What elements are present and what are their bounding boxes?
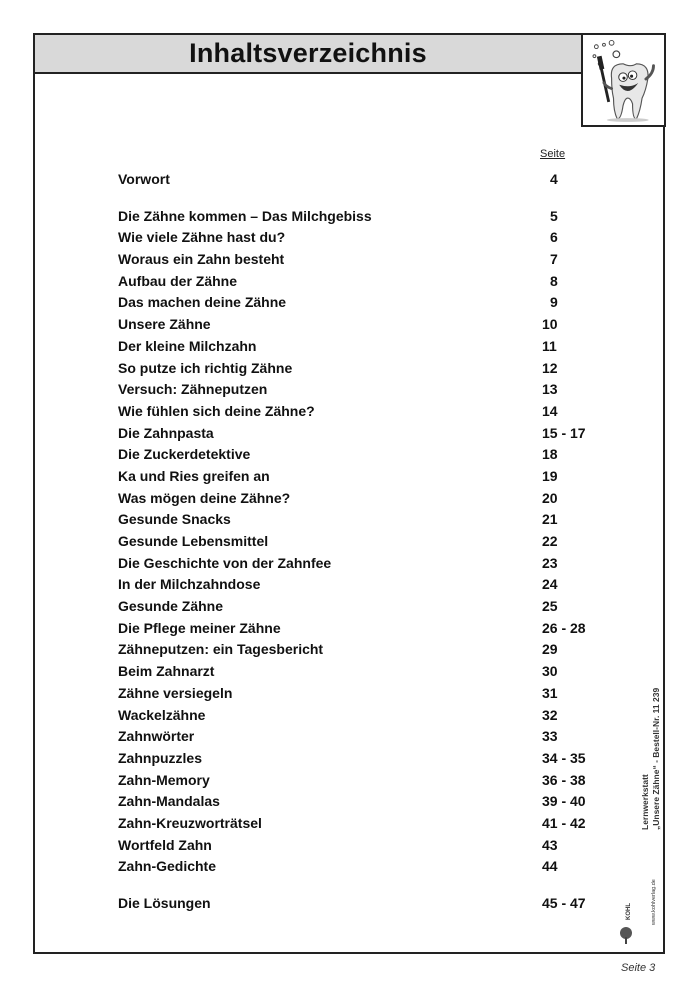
toc-entry bbox=[118, 770, 598, 792]
toc-entry bbox=[118, 748, 598, 770]
toc-entry-title: Was mögen deine Zähne? bbox=[118, 489, 291, 506]
toc-entry-title: Das machen deine Zähne bbox=[118, 294, 287, 311]
toc-entry-title: Zahnpuzzles bbox=[118, 749, 203, 766]
toc-entry-page: 4 bbox=[550, 171, 558, 187]
toc-entry-page: 30 bbox=[542, 663, 558, 680]
toc-entry-title: Beim Zahnarzt bbox=[118, 663, 215, 680]
toc-entry-title: Die Geschichte von der Zahnfee bbox=[118, 554, 332, 571]
toc-entry-title: Die Pflege meiner Zähne bbox=[118, 619, 281, 636]
toc-entry-title: Zahn-Kreuzworträtsel bbox=[118, 814, 262, 831]
toc-entry-title: Wackelzähne bbox=[118, 706, 206, 723]
toc-entry-page: 7 bbox=[550, 251, 558, 268]
toc-entry bbox=[118, 314, 598, 336]
toc-entry bbox=[118, 574, 598, 596]
page-title: Inhaltsverzeichnis bbox=[189, 38, 427, 68]
toc-entry bbox=[118, 206, 598, 228]
toc-entry-title: Wie viele Zähne hast du? bbox=[118, 229, 286, 246]
toc-entry-page: 44 bbox=[542, 858, 558, 875]
toc-entry bbox=[118, 618, 598, 640]
toc-entry-page: 19 bbox=[542, 467, 558, 484]
toc-entry-title: Aufbau der Zähne bbox=[118, 272, 238, 289]
toc-entry-title: Die Zuckerdetektive bbox=[118, 446, 251, 463]
toc-entry-title: Unsere Zähne bbox=[118, 316, 211, 333]
tooth-illustration bbox=[581, 33, 666, 127]
toc-entry-title: Gesunde Lebensmittel bbox=[118, 533, 269, 549]
toc-entry-title: Zahn-Memory bbox=[118, 771, 210, 788]
toc-entry-title: So putze ich richtig Zähne bbox=[118, 359, 293, 376]
toc-entry-title: Woraus ein Zahn besteht bbox=[118, 251, 285, 268]
toc-entry bbox=[118, 292, 598, 314]
toc-entry bbox=[118, 893, 598, 915]
publisher-website: www.kohlverlag.de bbox=[651, 879, 657, 925]
toc-entry-page: 18 bbox=[542, 446, 558, 463]
toc-entry bbox=[118, 835, 598, 857]
toc-entry-title: Wie fühlen sich deine Zähne? bbox=[118, 402, 315, 419]
toc-entry bbox=[118, 661, 598, 683]
toc-entry-page: 8 bbox=[550, 272, 558, 289]
toc-entry bbox=[118, 856, 598, 878]
toc-entry bbox=[118, 683, 598, 705]
toc-entry-title: Die Zähne kommen – Das Milchgebiss bbox=[118, 207, 372, 224]
toc-entry-page: 14 bbox=[542, 402, 558, 419]
toc-entry-page: 32 bbox=[542, 706, 558, 723]
toc-entry bbox=[118, 726, 598, 748]
toc-entry-title: Der kleine Milchzahn bbox=[118, 337, 257, 354]
toc-entry bbox=[118, 705, 598, 727]
toc-entry bbox=[118, 466, 598, 488]
toc-entry-page: 25 bbox=[542, 598, 558, 615]
tooth-with-toothbrush-icon bbox=[583, 35, 664, 125]
toc-entry bbox=[118, 379, 598, 401]
toc-entry-page: 9 bbox=[550, 294, 558, 311]
toc-entry-title: Die Lösungen bbox=[118, 895, 211, 911]
toc-entry-page: 39 - 40 bbox=[542, 793, 586, 810]
toc-entry-page: 33 bbox=[542, 728, 558, 745]
toc-entry-title: Zähne versiegeln bbox=[118, 684, 233, 701]
sidebar-line2: „Unsere Zähne“ - Bestell-Nr. 11 239 bbox=[651, 687, 661, 830]
toc-entry bbox=[118, 423, 598, 445]
tree-logo-icon bbox=[618, 925, 634, 945]
table-of-contents bbox=[118, 169, 598, 915]
page-column-header: Seite bbox=[540, 148, 566, 160]
toc-entry-page: 12 bbox=[542, 359, 558, 376]
toc-entry-page: 29 bbox=[542, 641, 558, 658]
toc-entry-title: Wortfeld Zahn bbox=[118, 836, 212, 853]
toc-entry bbox=[118, 488, 598, 510]
toc-entry bbox=[118, 169, 598, 191]
toc-entry bbox=[118, 336, 598, 358]
toc-entry-page: 15 - 17 bbox=[542, 424, 586, 441]
toc-entry-page: 13 bbox=[542, 381, 558, 398]
toc-entry-page: 11 bbox=[542, 337, 557, 354]
toc-entry bbox=[118, 444, 598, 466]
title-band bbox=[33, 33, 583, 74]
toc-entry bbox=[118, 553, 598, 575]
toc-entry-page: 22 bbox=[542, 533, 558, 549]
toc-entry-title: Zahn-Gedichte bbox=[118, 858, 217, 875]
toc-entry bbox=[118, 509, 598, 531]
toc-entry-page: 43 bbox=[542, 836, 558, 853]
toc-entry-title: Zahnwörter bbox=[118, 728, 195, 745]
publisher-logo: KOHL bbox=[626, 903, 632, 920]
toc-entry-title: Ka und Ries greifen an bbox=[118, 467, 270, 484]
toc-entry-page: 5 bbox=[550, 207, 558, 224]
toc-entry bbox=[118, 791, 598, 813]
toc-entry bbox=[118, 596, 598, 618]
publisher-sidebar bbox=[620, 687, 661, 950]
toc-entry-title: In der Milchzahndose bbox=[118, 576, 261, 593]
toc-entry bbox=[118, 358, 598, 380]
toc-entry-page: 23 bbox=[542, 554, 558, 571]
toc-entry-page: 20 bbox=[542, 489, 558, 506]
toc-entry-page: 26 - 28 bbox=[542, 619, 586, 636]
toc-entry-title: Gesunde Snacks bbox=[118, 511, 231, 528]
toc-entry bbox=[118, 401, 598, 423]
toc-entry-page: 31 bbox=[542, 684, 558, 701]
toc-entry-title: Gesunde Zähne bbox=[118, 598, 224, 615]
sidebar-line1: Lernwerkstatt bbox=[640, 774, 650, 830]
toc-entry-page: 6 bbox=[550, 229, 558, 246]
toc-entry-title: Die Zahnpasta bbox=[118, 424, 214, 441]
toc-entry-page: 41 - 42 bbox=[542, 814, 586, 831]
toc-entry-title: Zahn-Mandalas bbox=[118, 793, 220, 810]
toc-entry-title: Vorwort bbox=[118, 171, 170, 187]
toc-entry-page: 10 bbox=[542, 316, 558, 333]
toc-entry-page: 34 - 35 bbox=[542, 749, 586, 766]
toc-entry-title: Versuch: Zähneputzen bbox=[118, 381, 268, 398]
toc-entry bbox=[118, 227, 598, 249]
toc-entry-page: 45 - 47 bbox=[542, 895, 586, 911]
toc-entry-page: 36 - 38 bbox=[542, 771, 586, 788]
toc-entry bbox=[118, 813, 598, 835]
toc-entry-page: 24 bbox=[542, 576, 558, 593]
toc-entry bbox=[118, 249, 598, 271]
toc-entry-page: 21 bbox=[542, 511, 558, 528]
toc-entry bbox=[118, 531, 598, 553]
toc-entry-title: Zähneputzen: ein Tagesbericht bbox=[118, 641, 324, 658]
toc-entry bbox=[118, 271, 598, 293]
toc-entry bbox=[118, 639, 598, 661]
page-number: Seite 3 bbox=[621, 962, 656, 974]
